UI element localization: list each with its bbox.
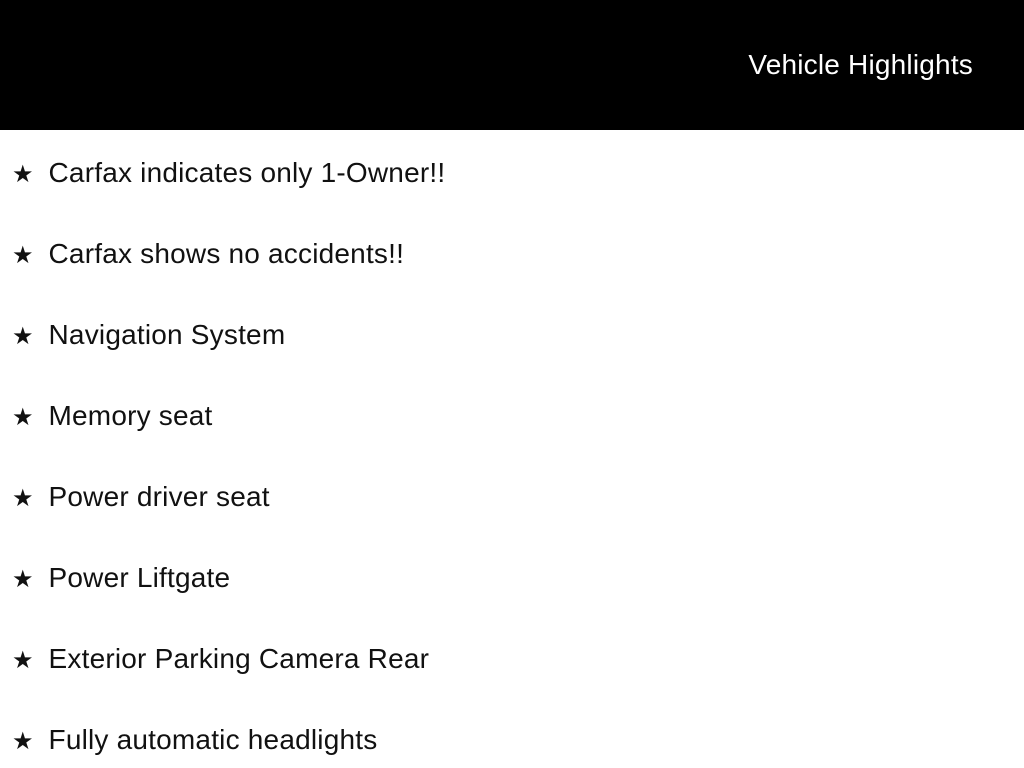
- star-icon: ★: [12, 404, 34, 431]
- list-item-label: Power Liftgate: [48, 562, 231, 593]
- star-icon: ★: [12, 161, 34, 188]
- star-icon: ★: [12, 485, 34, 512]
- list-item-label: Exterior Parking Camera Rear: [48, 643, 430, 674]
- list-item-label: Carfax shows no accidents!!: [48, 238, 405, 269]
- list-item: [12, 481, 1004, 514]
- header-bar: [0, 0, 1024, 130]
- star-icon: ★: [12, 647, 34, 674]
- list-item: [12, 643, 1004, 676]
- list-item-label: Carfax indicates only 1-Owner!!: [48, 157, 446, 188]
- list-item: [12, 319, 1004, 352]
- list-item-label: Power driver seat: [48, 481, 270, 512]
- vehicle-highlights-section: [0, 130, 1024, 757]
- list-item-label: Navigation System: [48, 319, 286, 350]
- star-icon: ★: [12, 242, 34, 269]
- highlights-list: [12, 157, 1004, 757]
- star-icon: ★: [12, 323, 34, 350]
- star-icon: ★: [12, 566, 34, 593]
- list-item: [12, 157, 1004, 190]
- list-item: [12, 400, 1004, 433]
- list-item: [12, 724, 1004, 757]
- star-icon: ★: [12, 728, 34, 755]
- list-item: [12, 238, 1004, 271]
- list-item-label: Fully automatic headlights: [48, 724, 378, 755]
- page-title: Vehicle Highlights: [748, 49, 973, 80]
- list-item: [12, 562, 1004, 595]
- list-item-label: Memory seat: [48, 400, 213, 431]
